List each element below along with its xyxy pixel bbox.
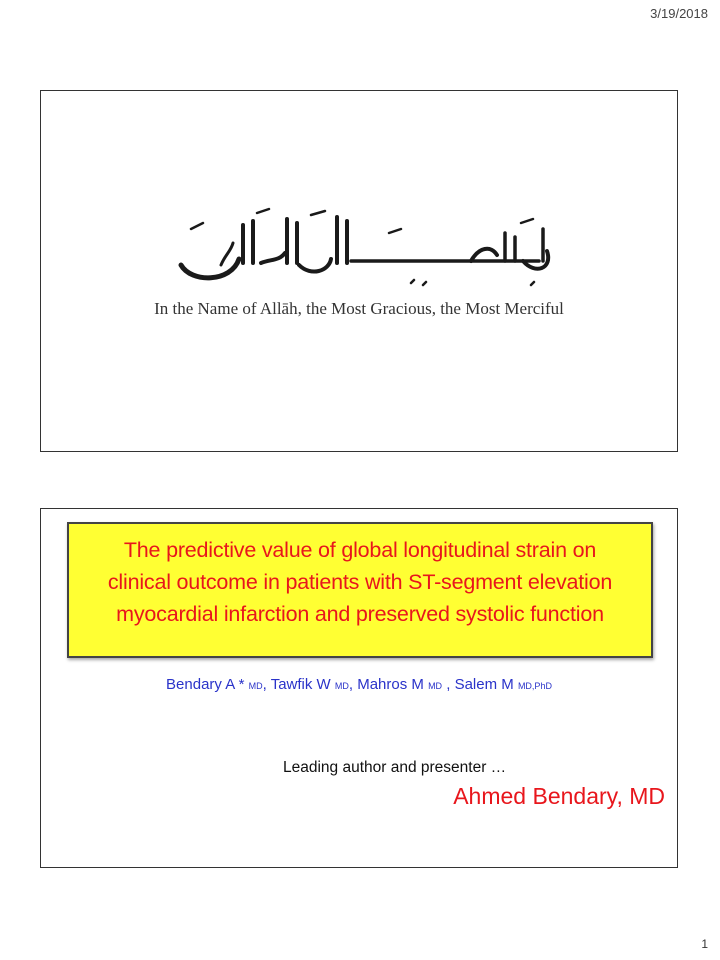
author-list — [41, 676, 677, 693]
author-degree: MD — [248, 681, 263, 691]
author-degree: MD — [428, 681, 443, 691]
title-line: myocardial infarction and preserved systolic function — [116, 602, 604, 626]
author-name: Tawfik W — [270, 676, 331, 693]
author-degree: MD,PhD — [517, 681, 552, 691]
slide-basmala — [40, 90, 678, 452]
author-separator: , — [348, 676, 358, 693]
basmala-calligraphy-image — [161, 203, 561, 303]
date-label: 3/19/2018 — [650, 6, 708, 21]
title-line: The predictive value of global longitudinal strain on — [123, 538, 597, 562]
author-name: Salem M — [454, 676, 514, 693]
slide-title — [40, 508, 678, 868]
author-name: Mahros M — [357, 676, 424, 693]
author-separator: , — [262, 676, 271, 693]
page-number: 1 — [701, 937, 708, 951]
title-line: clinical outcome in patients with ST-segment elevation — [107, 570, 613, 594]
author-degree: MD — [334, 681, 349, 691]
title-box — [67, 522, 653, 658]
presentation-title — [69, 534, 651, 630]
basmala-caption: In the Name of Allāh, the Most Gracious, the Most Merciful — [154, 299, 564, 318]
author-name: Bendary A * — [166, 676, 245, 693]
lead-author-label: Leading author and presenter … — [283, 759, 507, 776]
author-separator: , — [442, 676, 455, 693]
presenter-name: Ahmed Bendary, MD — [453, 783, 665, 809]
